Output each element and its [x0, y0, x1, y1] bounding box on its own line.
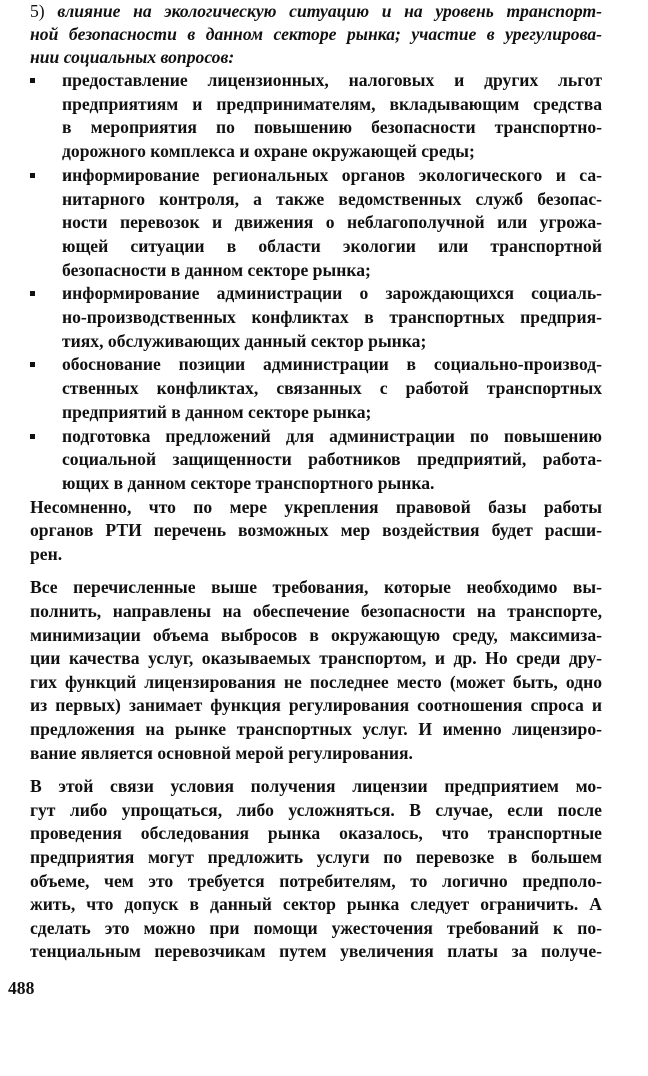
bullet-item-4 [30, 353, 602, 424]
bullet-4-line-3: предприятий в данном секторе рынка; [62, 401, 372, 422]
bullet-item-3 [30, 282, 602, 353]
page-number: 488 [8, 978, 35, 998]
bullet-1-line-3: в мероприятия по повышению безопасности транспортно- [62, 117, 602, 138]
heading-number: 5) [30, 1, 45, 21]
bullet-1-line-2: предприятиям и предпринимателям, вкладывающим средства [62, 93, 602, 114]
paragraph-2-line-3: минимизации объема выбросов в окружающую среду, максимиза- [30, 624, 602, 645]
bullet-1-line-4: дорожного комплекса и охране окружающей среды; [62, 141, 475, 162]
heading-line-2: ной безопасности в данном секторе рынка; участие в урегулирова- [30, 24, 602, 44]
paragraph-2-line-1: Все перечисленные выше требования, которые необходимо вы- [30, 577, 602, 598]
bullet-marker [30, 291, 35, 296]
heading-line-1 [30, 0, 602, 23]
paragraph-3-line-5: объеме, чем это требуется потребителям, то логично предполо- [30, 870, 602, 891]
paragraph-2-line-7: предложения на рынке транспортных услуг. И именно лицензиро- [30, 719, 602, 739]
bullet-1-line-1: предоставление лицензионных, налоговых и других льгот [62, 70, 602, 90]
bullet-2-line-2: нитарного контроля, а также ведомственных служб безопас- [62, 188, 602, 209]
paragraph-1-line-2: органов РТИ перечень возможных мер воздействия будет расши- [30, 520, 602, 541]
bullet-2-line-3: ности перевозок и движения о неблагополучной или угрожа- [62, 212, 602, 233]
paragraph-3-line-6: жить, что допуск в данный сектор рынка следует ограничить. А [30, 894, 602, 915]
paragraph-2 [30, 576, 602, 765]
paragraph-3-line-2: гут либо упрощаться, либо усложняться. В случае, если после [30, 799, 602, 820]
bullet-item-5 [30, 425, 602, 496]
bullet-4-line-2: ственных конфликтах, связанных с работой транспортных [62, 378, 602, 399]
bullet-4-line-1: обоснование позиции администрации в социально-производ- [62, 354, 602, 375]
paragraph-3-line-1: В этой связи условия получения лицензии предприятием мо- [30, 776, 602, 797]
heading-line-3: нии социальных вопросов: [30, 47, 235, 67]
bullet-item-1 [30, 69, 602, 164]
paragraph-3 [30, 775, 602, 964]
bullet-marker [30, 434, 35, 439]
bullet-marker [30, 78, 35, 83]
heading-line-1-text: влияние на экологическую ситуацию и на уровень транспорт- [57, 1, 603, 21]
document-page [30, 0, 602, 964]
paragraph-3-line-3: проведения обследования рынка оказалось, что транспортные [30, 823, 602, 844]
paragraph-2-line-6: из первых) занимает функция регулирования соотношения спроса и [30, 695, 602, 716]
paragraph-1-line-3: рен. [30, 543, 63, 564]
paragraph-3-line-4: предприятия могут предложить услуги по перевозке в большем [30, 846, 602, 867]
bullet-5-line-1: подготовка предложений для администрации по повышению [62, 425, 602, 446]
paragraph-2-line-2: полнить, направлены на обеспечение безопасности на транспорте, [30, 601, 602, 622]
bullet-marker [30, 362, 35, 367]
bullet-2-line-4: ющей ситуации в области экологии или транспортной [62, 235, 602, 256]
paragraph-3-line-7: сделать это можно при помощи ужесточения требований к по- [30, 917, 602, 938]
section-heading [30, 0, 602, 69]
bullet-5-line-3: ющих в данном секторе транспортного рынка. [62, 472, 435, 493]
paragraph-2-line-4: ции качества услуг, оказываемых транспортом, и др. Но среди дру- [30, 648, 602, 669]
bullet-3-line-3: тиях, обслуживающих данный сектор рынка; [62, 330, 427, 351]
paragraph-2-line-8: вание является основной мерой регулирования. [30, 742, 413, 763]
bullet-3-line-1: информирование администрации о зарождающихся социаль- [62, 283, 602, 304]
bullet-5-line-2: социальной защищенности работников предприятий, работа- [62, 449, 602, 470]
bullet-marker [30, 173, 35, 178]
bullet-2-line-5: безопасности в данном секторе рынка; [62, 259, 371, 280]
paragraph-2-line-5: гих функций лицензирования не последнее место (может быть, одно [30, 671, 602, 692]
paragraph-3-line-8: тенциальным перевозчикам путем увеличения платы за получе- [30, 941, 602, 962]
bullet-3-line-2: но-производственных конфликтах в транспортных предприя- [62, 307, 602, 328]
bullet-2-line-1: информирование региональных органов экологического и са- [62, 164, 602, 185]
bullet-item-2 [30, 164, 602, 283]
paragraph-1-line-1: Несомненно, что по мере укрепления правовой базы работы [30, 496, 602, 517]
bullet-list [30, 69, 602, 496]
paragraph-1 [30, 496, 602, 567]
